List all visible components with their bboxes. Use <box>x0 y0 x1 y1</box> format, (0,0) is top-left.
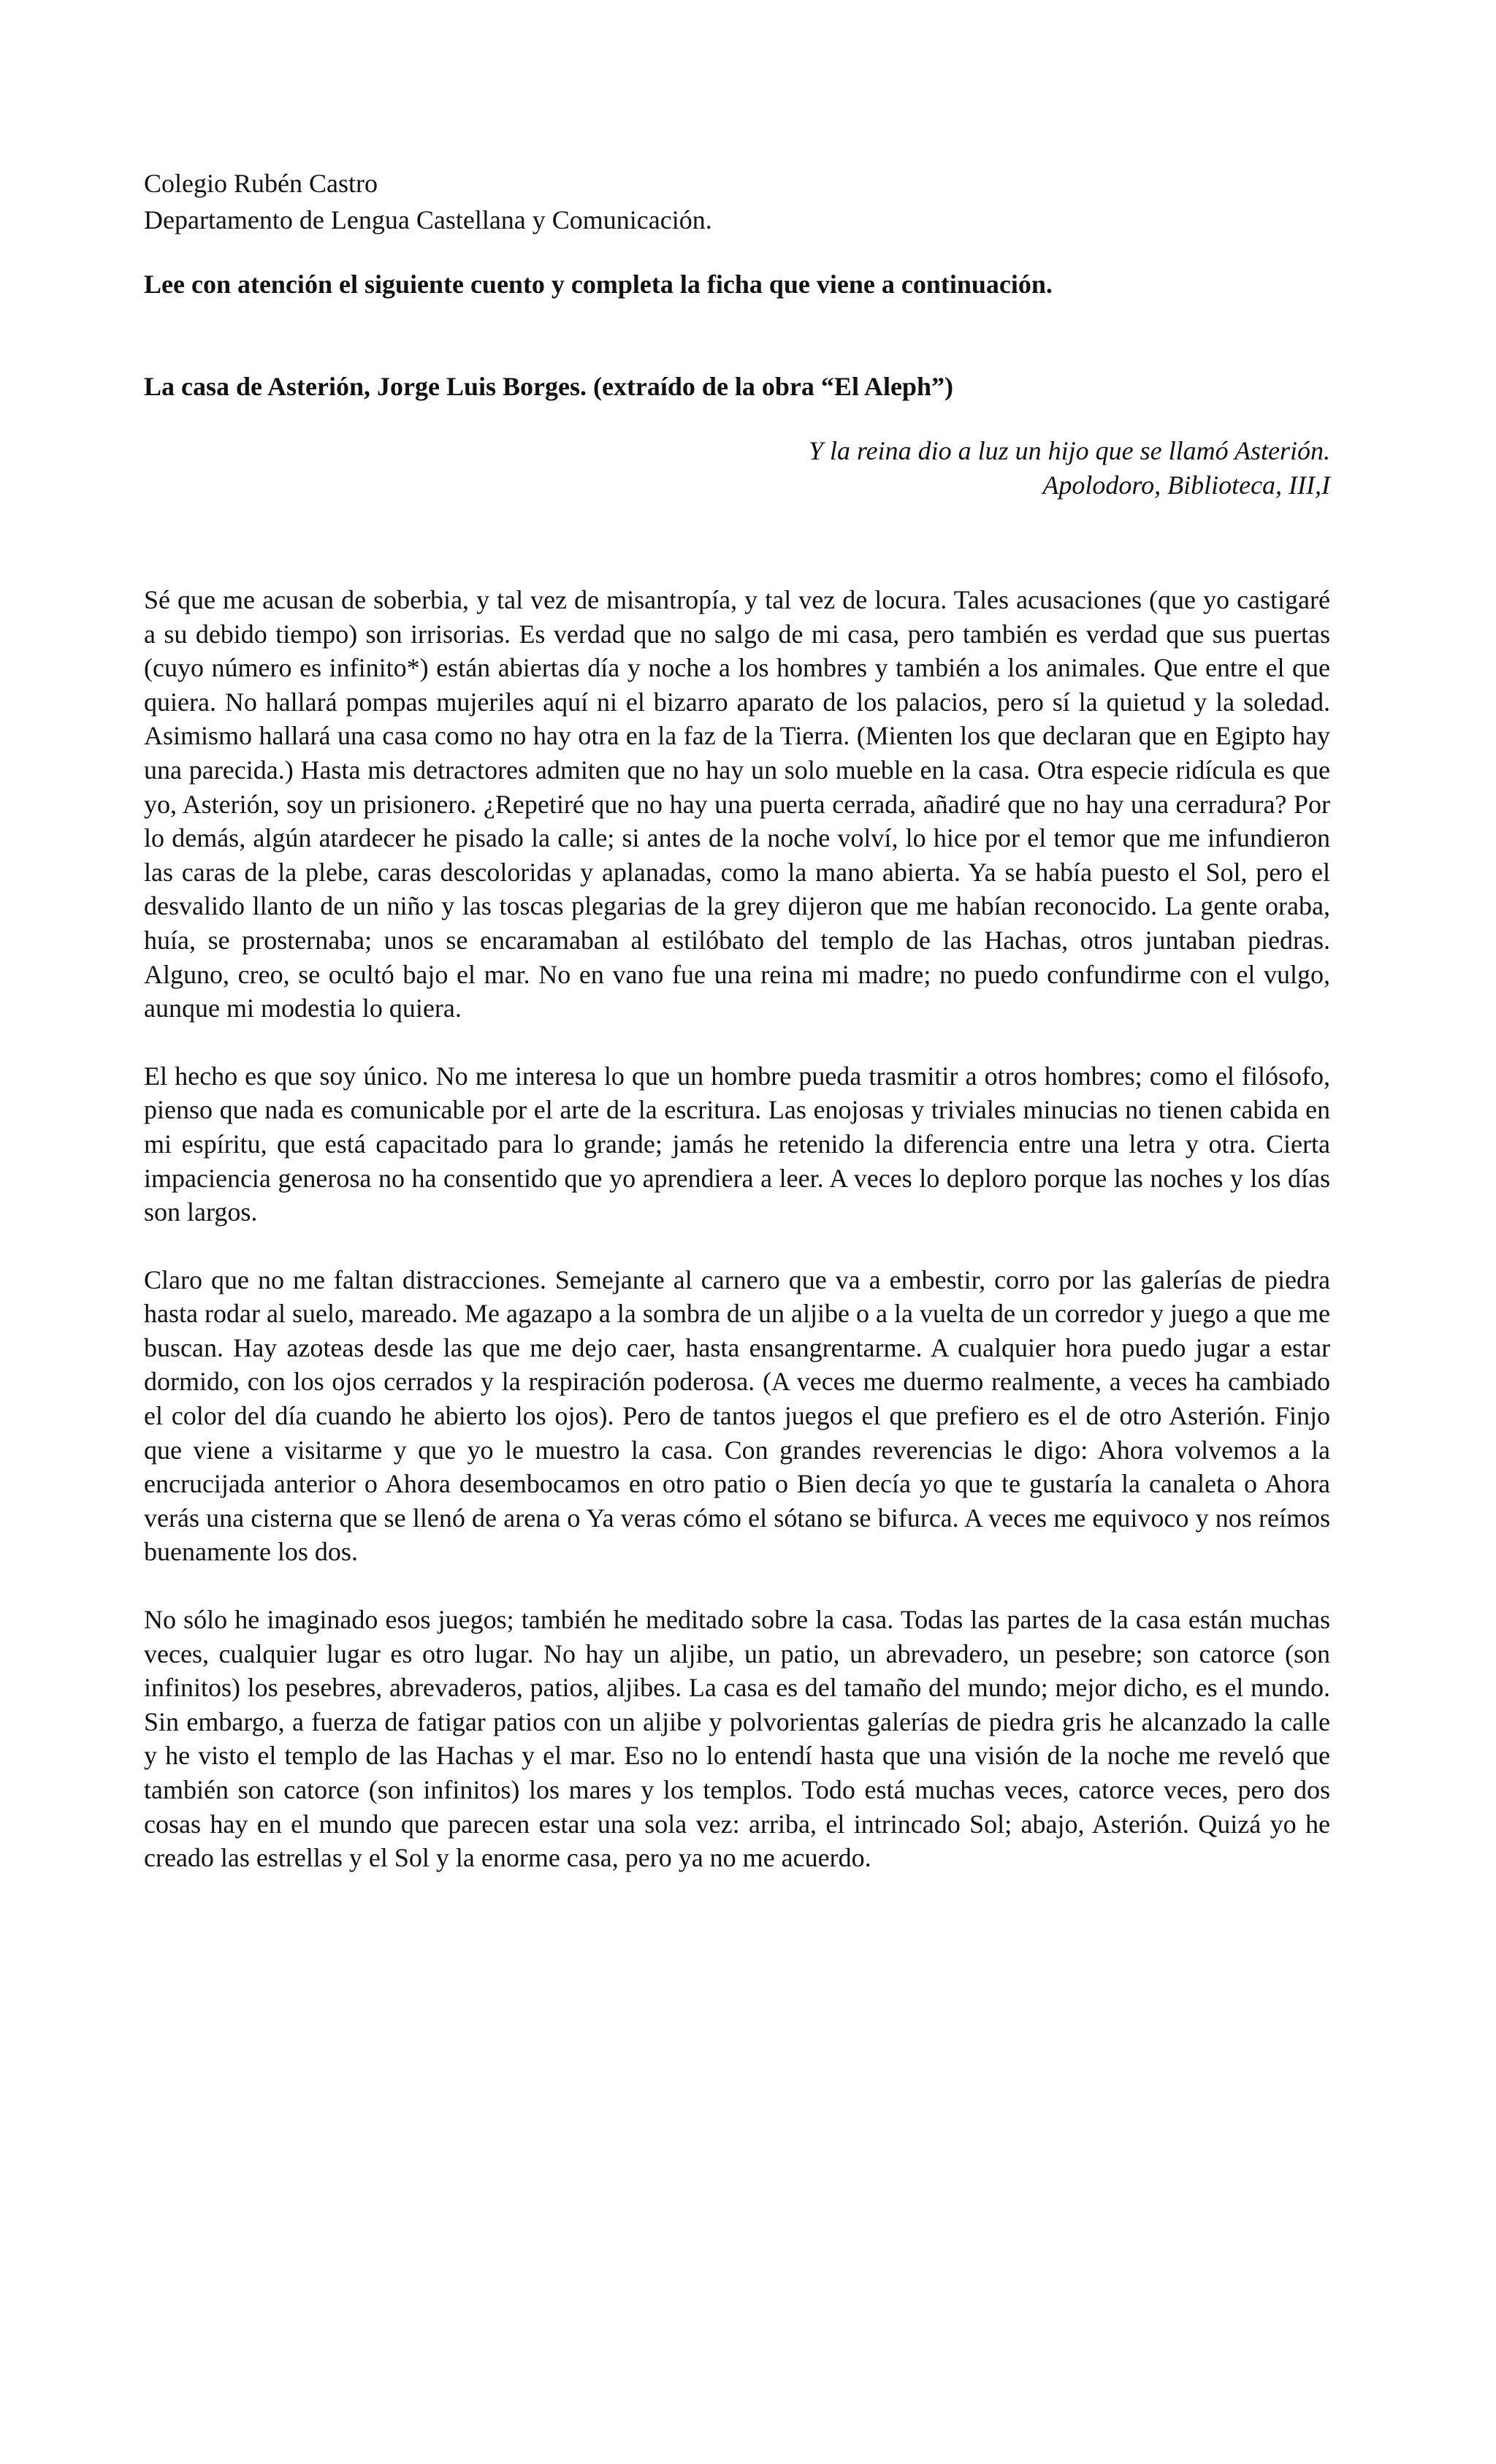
epigraph-quote: Y la reina dio a luz un hijo que se llamó Asterión. <box>808 436 1330 465</box>
department-name: Departamento de Lengua Castellana y Comunicación. <box>144 205 712 234</box>
epigraph-source: Apolodoro, Biblioteca, III,I <box>1042 470 1330 500</box>
story-paragraph-4: No sólo he imaginado esos juegos; también he meditado sobre la casa. Todas las partes de la casa están muchas veces, cualquier lugar es otro lugar. No hay un aljibe, un patio, un abrevadero, un pesebre; son catorce (son infinitos) los pesebres, abrevaderos, patios, aljibes. La casa es del tamaño del mundo; mejor dicho, es el mundo. Sin embargo, a fuerza de fatigar patios con un aljibe y polvorientas galerías de piedra gris he alcanzado la calle y he visto el templo de las Hachas y el mar. Eso no lo entendí hasta que una visión de la noche me reveló que también son catorce (son infinitos) los mares y los templos. Todo está muchas veces, catorce veces, pero dos cosas hay en el mundo que parecen estar una sola vez: arriba, el intrincado Sol; abajo, Asterión. Quizá yo he creado las estrellas y el Sol y la enorme casa, pero ya no me acuerdo. <box>144 1605 1330 1873</box>
story-paragraph-1: Sé que me acusan de soberbia, y tal vez de misantropía, y tal vez de locura. Tales acusaciones (que yo castigaré a su debido tiempo) son irrisorias. Es verdad que no salgo de mi casa, pero también es verdad que sus puertas (cuyo número es infinito*) están abiertas día y noche a los hombres y también a los animales. Que entre el que quiera. No hallará pompas mujeriles aquí ni el bizarro aparato de los palacios, pero sí la quietud y la soledad. Asimismo hallará una casa como no hay otra en la faz de la Tierra. (Mienten los que declaran que en Egipto hay una parecida.) Hasta mis detractores admiten que no hay un solo mueble en la casa. Otra especie ridícula es que yo, Asterión, soy un prisionero. ¿Repetiré que no hay una puerta cerrada, añadiré que no hay una cerradura? Por lo demás, algún atardecer he pisado la calle; si antes de la noche volví, lo hice por el temor que me infundieron las caras de la plebe, caras descoloridas y aplanadas, como la mano abierta. Ya se había puesto el Sol, pero el desvalido llanto de un niño y las toscas plegarias de la grey dijeron que me habían reconocido. La gente oraba, huía, se prosternaba; unos se encaramaban al estilóbato del templo de las Hachas, otros juntaban piedras. Alguno, creo, se ocultó bajo el mar. No en vano fue una reina mi madre; no puedo confundirme con el vulgo, aunque mi modestia lo quiera. <box>144 585 1330 1023</box>
instructions: Lee con atención el siguiente cuento y completa la ficha que viene a continuación. <box>144 270 1053 299</box>
story-paragraph-3: Claro que no me faltan distracciones. Semejante al carnero que va a embestir, corro por las galerías de piedra hasta rodar al suelo, mareado. Me agazapo a la sombra de un aljibe o a la vuelta de un corredor y juego a que me buscan. Hay azoteas desde las que me dejo caer, hasta ensangrentarme. A cualquier hora puedo jugar a estar dormido, con los ojos cerrados y la respiración poderosa. (A veces me duermo realmente, a veces ha cambiado el color del día cuando he abierto los ojos). Pero de tantos juegos el que prefiero es el de otro Asterión. Finjo que viene a visitarme y que yo le muestro la casa. Con grandes reverencias le digo: Ahora volvemos a la encrucijada anterior o Ahora desembocamos en otro patio o Bien decía yo que te gustaría la canaleta o Ahora verás una cisterna que se llenó de arena o Ya veras cómo el sótano se bifurca. A veces me equivoco y nos reímos buenamente los dos. <box>144 1265 1330 1567</box>
story-title: La casa de Asterión, Jorge Luis Borges. (extraído de la obra “El Aleph”) <box>144 372 953 401</box>
school-name: Colegio Rubén Castro <box>144 169 378 198</box>
document-page <box>144 165 1330 1875</box>
epigraph <box>144 434 1330 503</box>
story-paragraph-2: El hecho es que soy único. No me interesa lo que un hombre pueda trasmitir a otros hombres; como el filósofo, pienso que nada es comunicable por el arte de la escritura. Las enojosas y triviales minucias no tienen cabida en mi espíritu, que está capacitado para lo grande; jamás he retenido la diferencia entre una letra y otra. Cierta impaciencia generosa no ha consentido que yo aprendiera a leer. A veces lo deploro porque las noches y los días son largos. <box>144 1061 1330 1227</box>
